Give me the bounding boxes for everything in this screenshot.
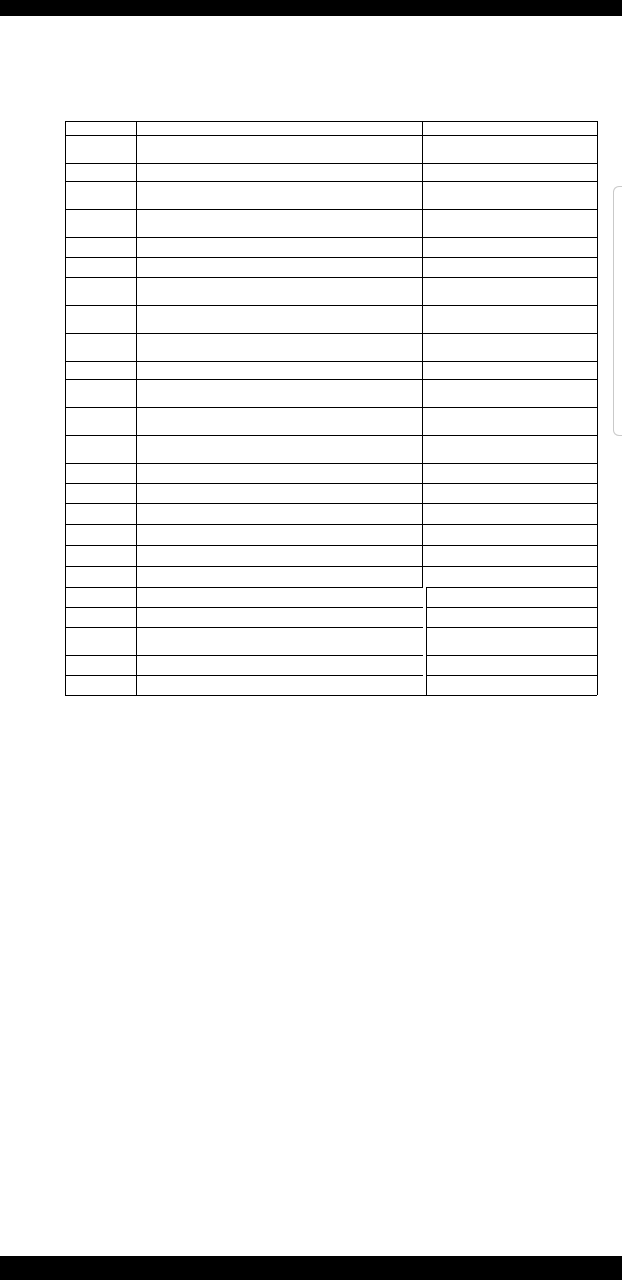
table-row — [65, 435, 597, 463]
float-theme-cell — [422, 305, 598, 333]
table-row — [65, 305, 597, 333]
participants-cell — [136, 524, 423, 545]
participants-cell — [136, 587, 423, 607]
table-row — [65, 407, 597, 435]
float-theme-cell — [422, 407, 598, 435]
number-cell — [65, 163, 137, 181]
float-theme-cell — [426, 655, 598, 675]
number-cell — [65, 121, 137, 135]
number-cell — [65, 305, 137, 333]
float-theme-cell — [422, 135, 598, 163]
participants-cell — [136, 379, 423, 407]
float-theme-cell — [422, 277, 598, 305]
table-row — [65, 607, 597, 627]
float-theme-cell — [426, 607, 598, 627]
navigation-bar — [0, 1256, 622, 1280]
number-cell — [65, 209, 137, 237]
float-theme-cell — [422, 545, 598, 566]
table-row — [65, 587, 597, 607]
number-cell — [65, 566, 137, 587]
float-theme-cell — [422, 121, 598, 135]
number-cell — [65, 407, 137, 435]
number-cell — [65, 257, 137, 277]
number-cell — [65, 361, 137, 379]
number-cell — [65, 524, 137, 545]
number-cell — [65, 545, 137, 566]
scroll-handle[interactable] — [613, 186, 622, 436]
float-theme-cell — [422, 257, 598, 277]
number-cell — [65, 181, 137, 209]
participants-cell — [136, 257, 423, 277]
participants-cell — [136, 407, 423, 435]
table-row — [65, 257, 597, 277]
float-theme-cell — [422, 503, 598, 524]
float-theme-cell — [426, 627, 598, 655]
number-cell — [65, 627, 137, 655]
number-cell — [65, 655, 137, 675]
participants-cell — [136, 277, 423, 305]
participants-cell — [136, 333, 423, 361]
float-theme-cell — [422, 524, 598, 545]
table-row — [65, 675, 597, 695]
participants-cell — [136, 627, 423, 655]
table-row — [65, 483, 597, 503]
float-theme-cell — [422, 333, 598, 361]
number-cell — [65, 675, 137, 695]
participants-cell — [136, 135, 423, 163]
float-theme-cell — [426, 675, 598, 695]
table-row — [65, 545, 597, 566]
participants-cell — [136, 237, 423, 257]
float-theme-cell — [422, 361, 598, 379]
float-theme-cell — [422, 566, 598, 587]
number-cell — [65, 587, 137, 607]
table-row — [65, 627, 597, 655]
table-row — [65, 566, 597, 587]
float-theme-cell — [422, 237, 598, 257]
table-row — [65, 163, 597, 181]
number-cell — [65, 277, 137, 305]
float-theme-cell — [422, 163, 598, 181]
table-row — [65, 121, 597, 135]
table-row — [65, 379, 597, 407]
participants-cell — [136, 675, 423, 695]
participants-cell — [136, 566, 423, 587]
float-theme-cell — [422, 379, 598, 407]
participants-cell — [136, 483, 423, 503]
number-cell — [65, 607, 137, 627]
float-theme-cell — [422, 435, 598, 463]
number-cell — [65, 333, 137, 361]
table-row — [65, 181, 597, 209]
participants-cell — [136, 503, 423, 524]
table-row — [65, 503, 597, 524]
table-row — [65, 463, 597, 483]
number-cell — [65, 463, 137, 483]
table-row — [65, 361, 597, 379]
number-cell — [65, 503, 137, 524]
table-row — [65, 135, 597, 163]
number-cell — [65, 237, 137, 257]
participants-cell — [136, 305, 423, 333]
participants-cell — [136, 209, 423, 237]
participants-cell — [136, 463, 423, 483]
participants-cell — [136, 163, 423, 181]
number-cell — [65, 135, 137, 163]
table-row — [65, 655, 597, 675]
float-theme-cell — [422, 463, 598, 483]
float-theme-cell — [422, 181, 598, 209]
number-cell — [65, 435, 137, 463]
number-cell — [65, 483, 137, 503]
participants-cell — [136, 655, 423, 675]
float-theme-cell — [422, 483, 598, 503]
table-row — [65, 333, 597, 361]
table-row — [65, 524, 597, 545]
float-theme-cell — [422, 209, 598, 237]
number-cell — [65, 379, 137, 407]
participants-cell — [136, 361, 423, 379]
participants-cell — [136, 121, 423, 135]
table-row — [65, 209, 597, 237]
participants-cell — [136, 435, 423, 463]
table-row — [65, 277, 597, 305]
participants-cell — [136, 545, 423, 566]
table-row — [65, 237, 597, 257]
table-bottom-border — [65, 695, 597, 696]
participants-cell — [136, 607, 423, 627]
float-theme-cell — [426, 587, 598, 607]
status-bar — [0, 0, 622, 16]
participants-cell — [136, 181, 423, 209]
